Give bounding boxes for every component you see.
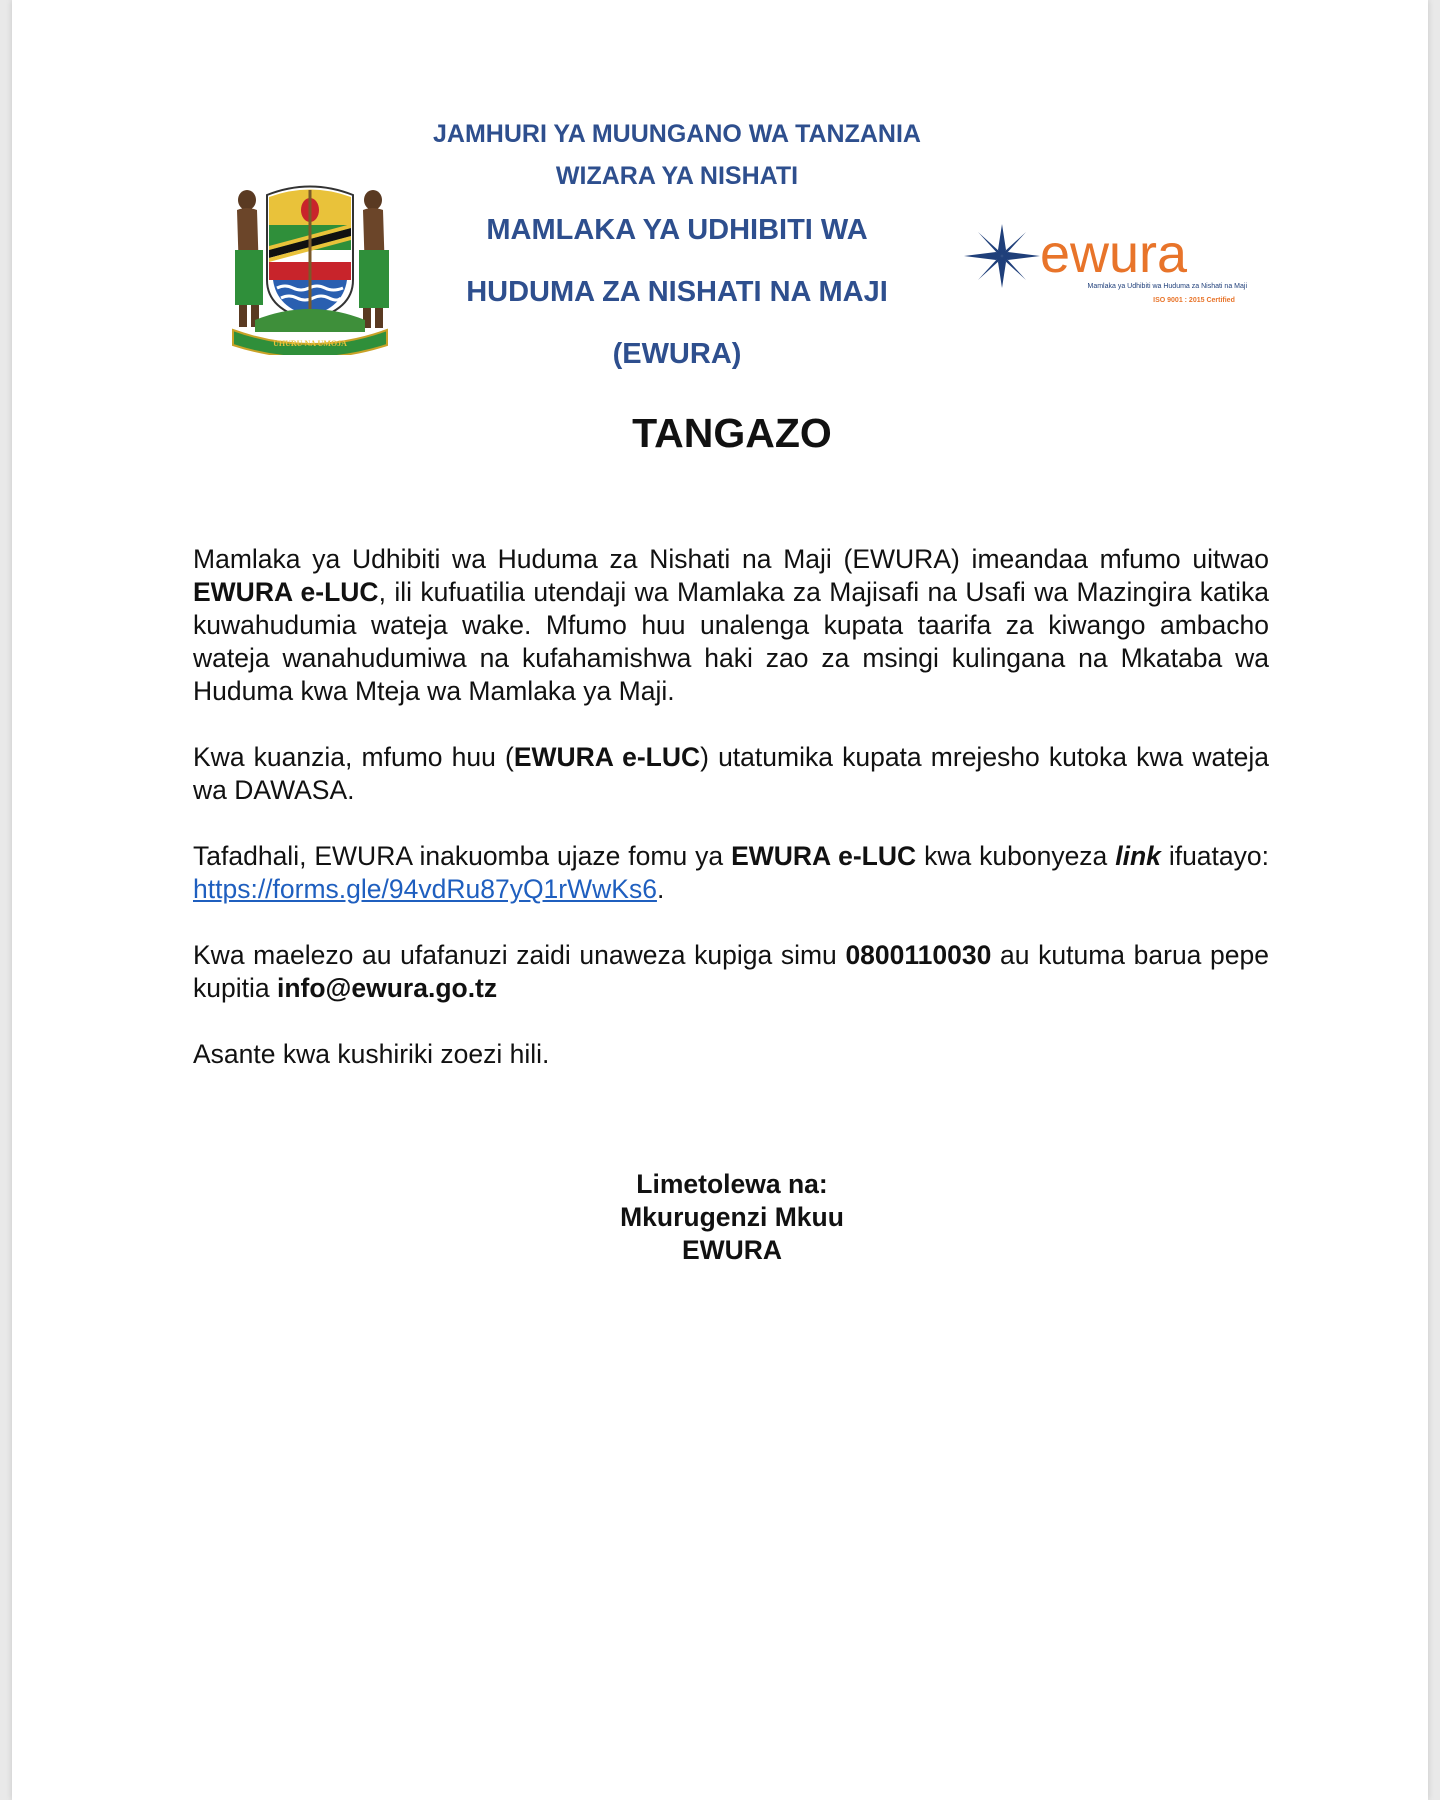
system-name: EWURA e-LUC [731,841,917,871]
page-title: TANGAZO [632,410,832,456]
signature-org: EWURA [681,1235,783,1265]
header-country: JAMHURI YA MUUNGANO WA TANZANIA [433,120,921,148]
signature-issued-by: Limetolewa na: [636,1169,828,1199]
document-page [12,0,1428,1800]
header-authority-line1: MAMLAKA YA UDHIBITI WA [486,214,868,246]
phone-number: 0800110030 [845,940,992,970]
paragraph-scope [193,741,1269,807]
paragraph-intro [193,543,1269,708]
text: Mamlaka ya Udhibiti wa Huduma za Nishati na Maji (EWURA) imeandaa mfumo uitwao [193,544,1269,574]
text: Kwa kuanzia, mfumo huu ( [193,742,514,772]
ewura-wordmark: ewura [1040,224,1188,284]
text: , ili kufuatilia utendaji wa Mamlaka za Majisafi na Usafi wa Mazingira katika kuwahudumia wateja wake. Mfumo huu unalenga kupata taarifa za kiwango ambacho wateja wanahudumiwa na kufahamishwa haki zao za msingi kulingana na Mkataba wa Huduma kwa Mteja wa Mamlaka ya Maji. [193,577,1269,706]
system-name: EWURA e-LUC [513,742,701,772]
text: au kutuma barua pepe kupitia [193,940,1269,1003]
system-name: EWURA e-LUC [193,577,379,607]
tanzania-coat-of-arms-icon [225,180,395,355]
announcement-body [193,543,1269,1104]
form-link[interactable]: https://forms.gle/94vdRu87yQ1rWwKs6 [193,874,657,904]
signature-block [12,1168,1440,1267]
text: ifuatayo: [1160,841,1269,871]
coat-motto: UHURU NA UMOJA [273,339,347,348]
link-word: link [1115,841,1161,871]
email-address: info@ewura.go.tz [276,973,498,1003]
text: kwa kubonyeza [916,841,1116,871]
header-authority-abbr: (EWURA) [612,338,742,370]
ewura-iso-badge: ISO 9001 : 2015 Certified [1153,297,1235,304]
text: Tafadhali, EWURA inakuomba ujaze fomu ya [193,841,732,871]
letterhead [392,112,962,382]
paragraph-thanks: Asante kwa kushiriki zoezi hili. [193,1039,550,1069]
ewura-tagline: Mamlaka ya Udhibiti wa Huduma za Nishati na Maji [1087,283,1247,290]
paragraph-request [193,840,1269,906]
text: . [656,874,665,904]
text: ) utatumika kupata mrejesho kutoka kwa wateja wa DAWASA. [193,742,1269,805]
paragraph-contact [193,939,1269,1005]
header-ministry: WIZARA YA NISHATI [555,162,799,190]
signature-title: Mkurugenzi Mkuu [620,1202,844,1232]
ewura-logo-icon [962,222,1252,314]
header-authority-line2: HUDUMA ZA NISHATI NA MAJI [466,276,888,308]
text: Kwa maelezo au ufafanuzi zaidi unaweza kupiga simu [193,940,846,970]
